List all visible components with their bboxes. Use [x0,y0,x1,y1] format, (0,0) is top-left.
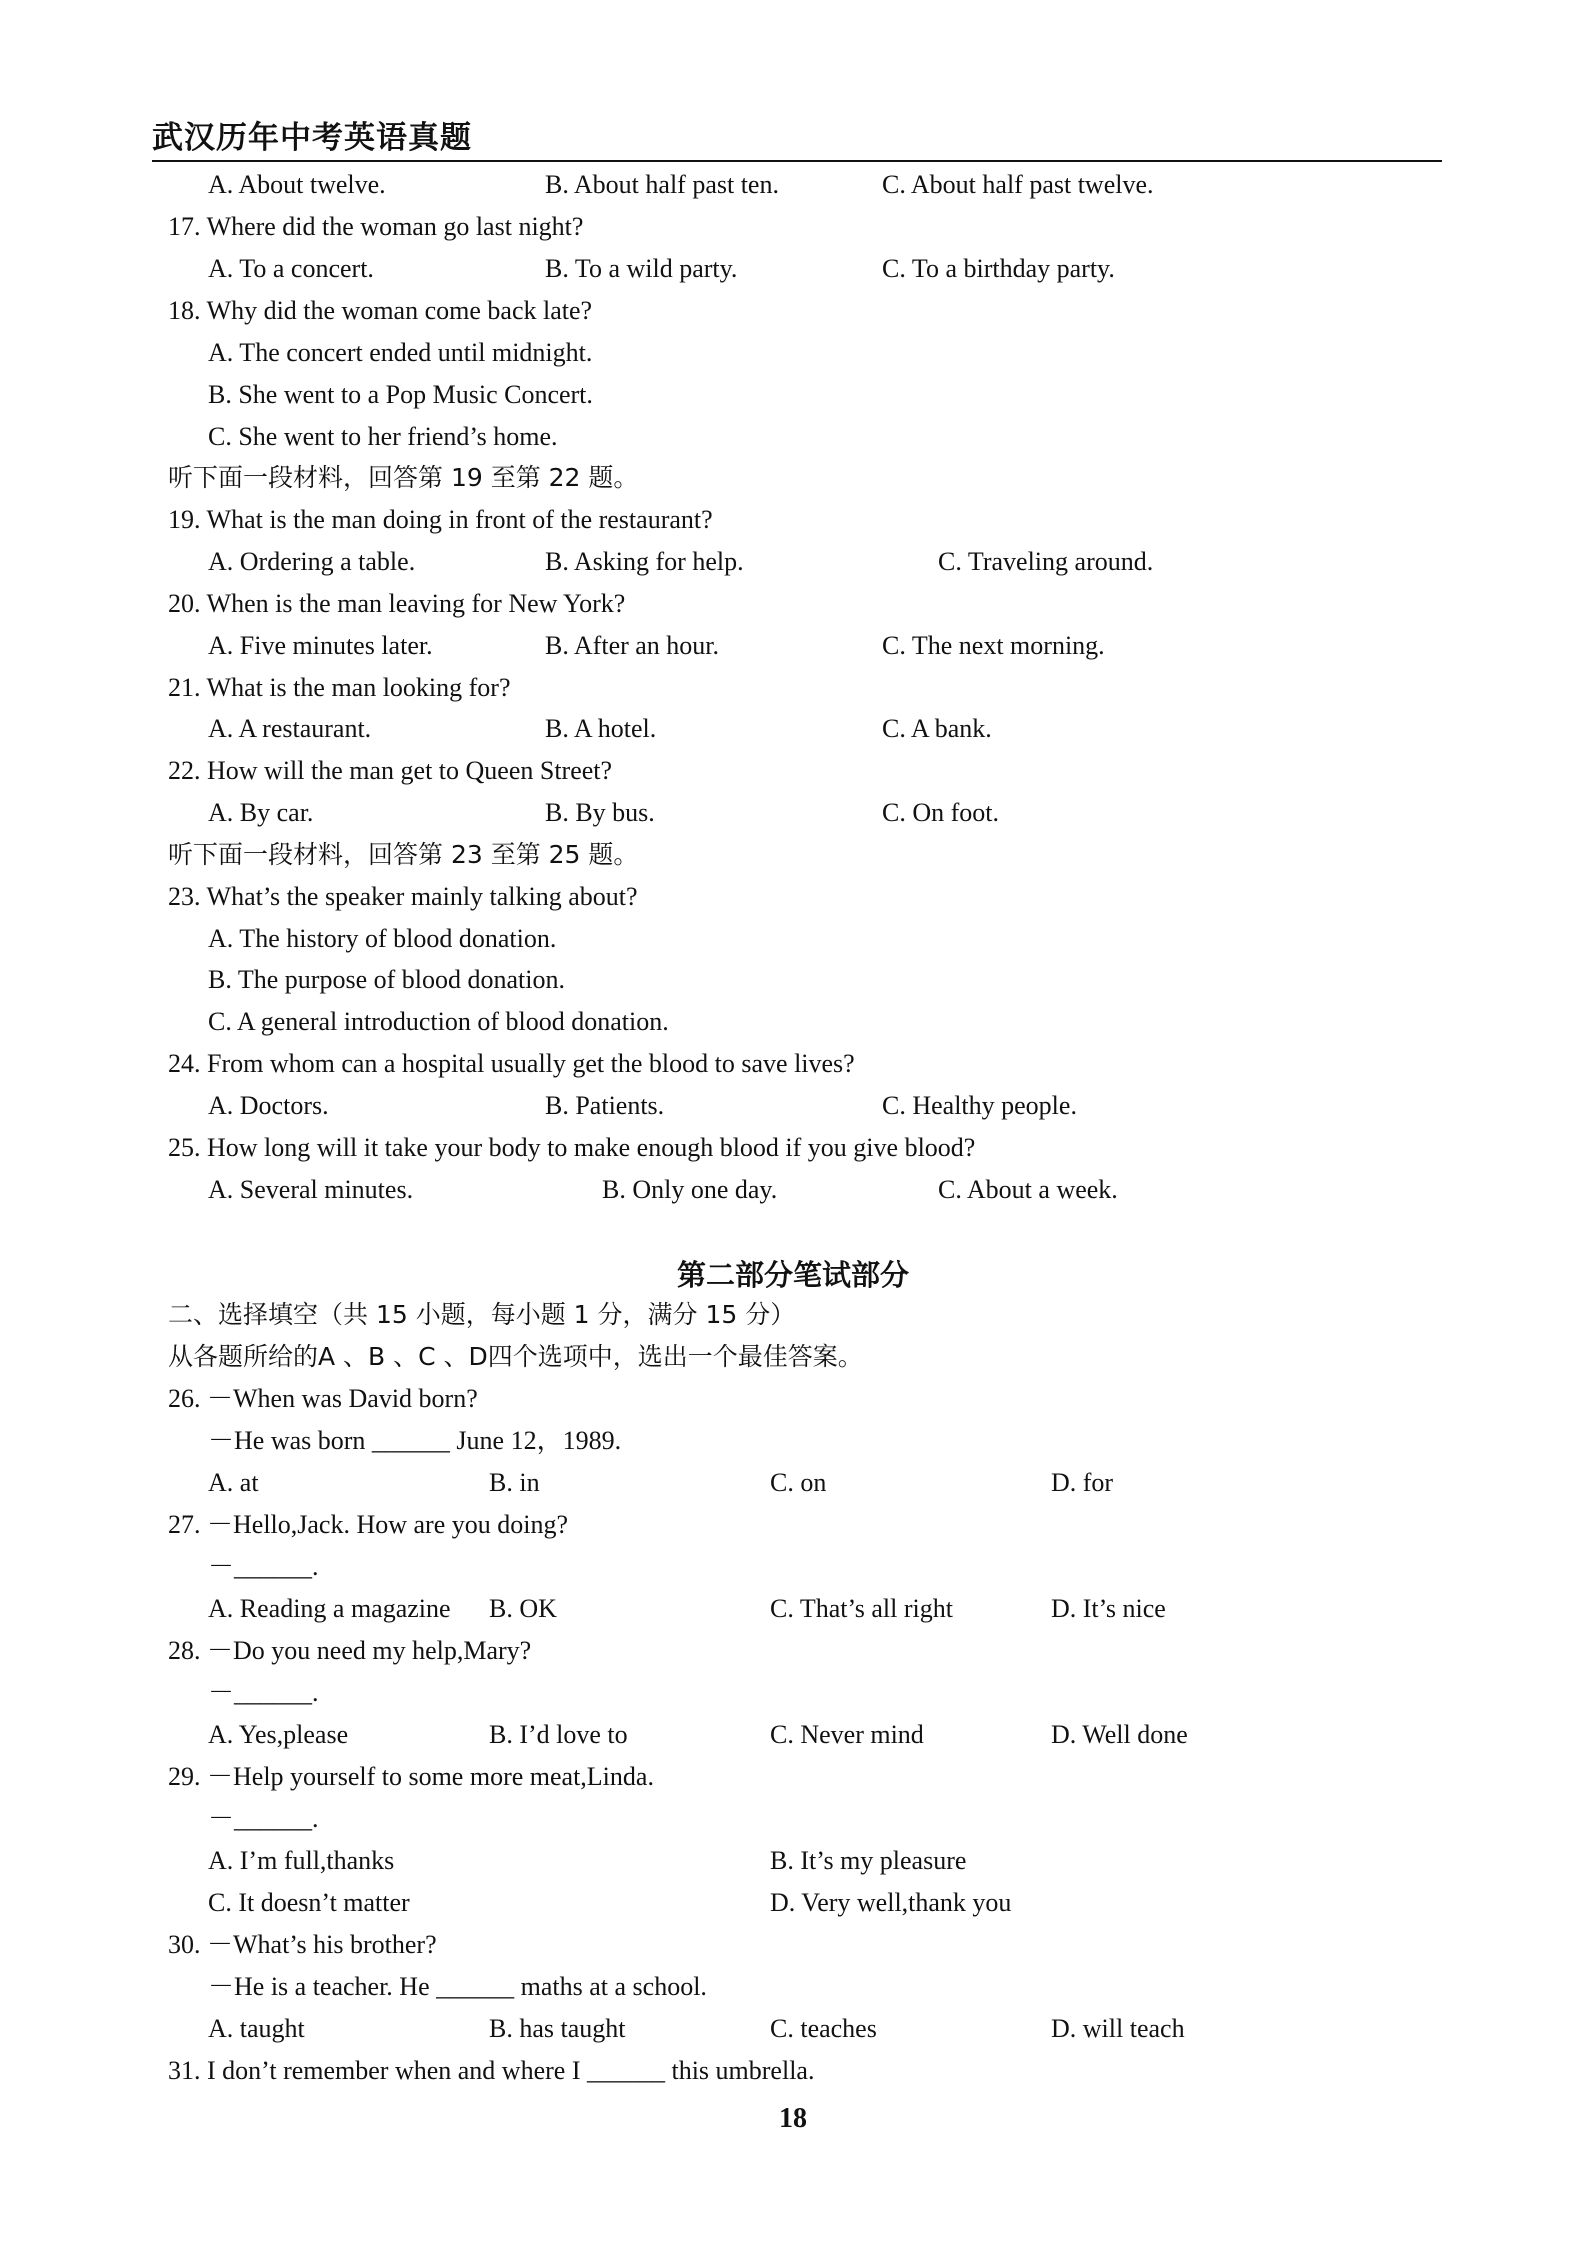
question-text-line: B. By bus. [545,798,655,827]
question-text-line: C. Never mind [770,1720,924,1749]
question-text-line: C. on [770,1468,827,1497]
question-text-line: C. About a week. [938,1175,1118,1204]
question-text-line: 20. When is the man leaving for New York? [168,589,626,618]
question-text-line: B. After an hour. [545,631,720,660]
question-text-line: A. Five minutes later. [208,631,433,660]
instruction-line: 二、选择填空（共 15 小题，每小题 1 分，满分 15 分） [168,1300,796,1329]
instruction-line: 从各题所给的A 、B 、C 、D四个选项中，选出一个最佳答案。 [168,1342,863,1371]
question-text-line: D. It’s nice [1051,1594,1166,1623]
page-number: 18 [779,2103,807,2134]
question-text-line: 28. －Do you need my help,Mary? [168,1636,532,1665]
question-text-line: C. A bank. [882,714,992,743]
question-text-line: A. Reading a magazine [208,1594,451,1623]
question-text-line: 22. How will the man get to Queen Street? [168,756,613,785]
question-text-line: 30. －What’s his brother? [168,1930,437,1959]
question-text-line: B. has taught [489,2014,626,2043]
question-text-line: B. Asking for help. [545,547,744,576]
question-text-line: 17. Where did the woman go last night? [168,212,584,241]
question-text-line: A. Ordering a table. [208,547,416,576]
question-text-line: B. Only one day. [602,1175,778,1204]
question-text-line: －He is a teacher. He ______ maths at a school. [208,1972,707,2001]
question-text-line: B. OK [489,1594,557,1623]
question-text-line: C. It doesn’t matter [208,1888,410,1917]
question-text-line: A. Yes,please [208,1720,349,1749]
question-text-line: －______. [208,1552,319,1581]
question-text-line: D. for [1051,1468,1114,1497]
question-text-line: B. She went to a Pop Music Concert. [208,380,593,409]
question-text-line: A. The history of blood donation. [208,924,557,953]
question-text-line: 18. Why did the woman come back late? [168,296,593,325]
question-text-line: B. To a wild party. [545,254,738,283]
question-text-line: 24. From whom can a hospital usually get the blood to save lives? [168,1049,855,1078]
question-text-line: A. Several minutes. [208,1175,414,1204]
question-text-line: 25. How long will it take your body to make enough blood if you give blood? [168,1133,976,1162]
question-text-line: C. She went to her friend’s home. [208,422,558,451]
question-text-line: 27. －Hello,Jack. How are you doing? [168,1510,569,1539]
question-text-line: C. The next morning. [882,631,1105,660]
question-text-line: 19. What is the man doing in front of the restaurant? [168,505,713,534]
question-text-line: 23. What’s the speaker mainly talking about? [168,882,638,911]
question-text-line: B. The purpose of blood donation. [208,965,565,994]
question-text-line: A. A restaurant. [208,714,372,743]
question-text-line: A. Doctors. [208,1091,329,1120]
question-text-line: A. at [208,1468,259,1497]
question-text-line: C. To a birthday party. [882,254,1115,283]
question-text-line: A. By car. [208,798,314,827]
instruction-line: 听下面一段材料，回答第 23 至第 25 题。 [168,840,639,869]
question-text-line: C. Traveling around. [938,547,1154,576]
question-text-line: C. A general introduction of blood donation. [208,1007,669,1036]
question-text-line: A. The concert ended until midnight. [208,338,593,367]
question-text-line: B. It’s my pleasure [770,1846,967,1875]
question-text-line: B. in [489,1468,540,1497]
question-text-line: C. On foot. [882,798,999,827]
question-text-line: A. About twelve. [208,170,386,199]
question-text-line: －He was born ______ June 12，1989. [208,1426,622,1455]
question-text-line: B. I’d love to [489,1720,628,1749]
question-text-line: －______. [208,1804,319,1833]
question-text-line: C. Healthy people. [882,1091,1077,1120]
question-text-line: 26. －When was David born? [168,1384,478,1413]
page-header-title: 武汉历年中考英语真题 [152,120,472,156]
question-text-line: D. will teach [1051,2014,1185,2043]
question-text-line: B. A hotel. [545,714,657,743]
question-text-line: 21. What is the man looking for? [168,673,511,702]
question-text-line: A. I’m full,thanks [208,1846,395,1875]
question-text-line: 31. I don’t remember when and where I ______ this umbrella. [168,2056,815,2085]
question-text-line: B. About half past ten. [545,170,779,199]
question-text-line: A. taught [208,2014,305,2043]
question-text-line: C. teaches [770,2014,877,2043]
question-text-line: D. Well done [1051,1720,1188,1749]
question-text-line: D. Very well,thank you [770,1888,1012,1917]
question-text-line: B. Patients. [545,1091,665,1120]
question-text-line: C. About half past twelve. [882,170,1154,199]
header-divider [152,160,1442,162]
question-text-line: －______. [208,1678,319,1707]
section-title: 第二部分笔试部分 [676,1258,909,1292]
question-text-line: A. To a concert. [208,254,374,283]
instruction-line: 听下面一段材料，回答第 19 至第 22 题。 [168,463,639,492]
question-text-line: 29. －Help yourself to some more meat,Linda. [168,1762,654,1791]
question-text-line: C. That’s all right [770,1594,953,1623]
